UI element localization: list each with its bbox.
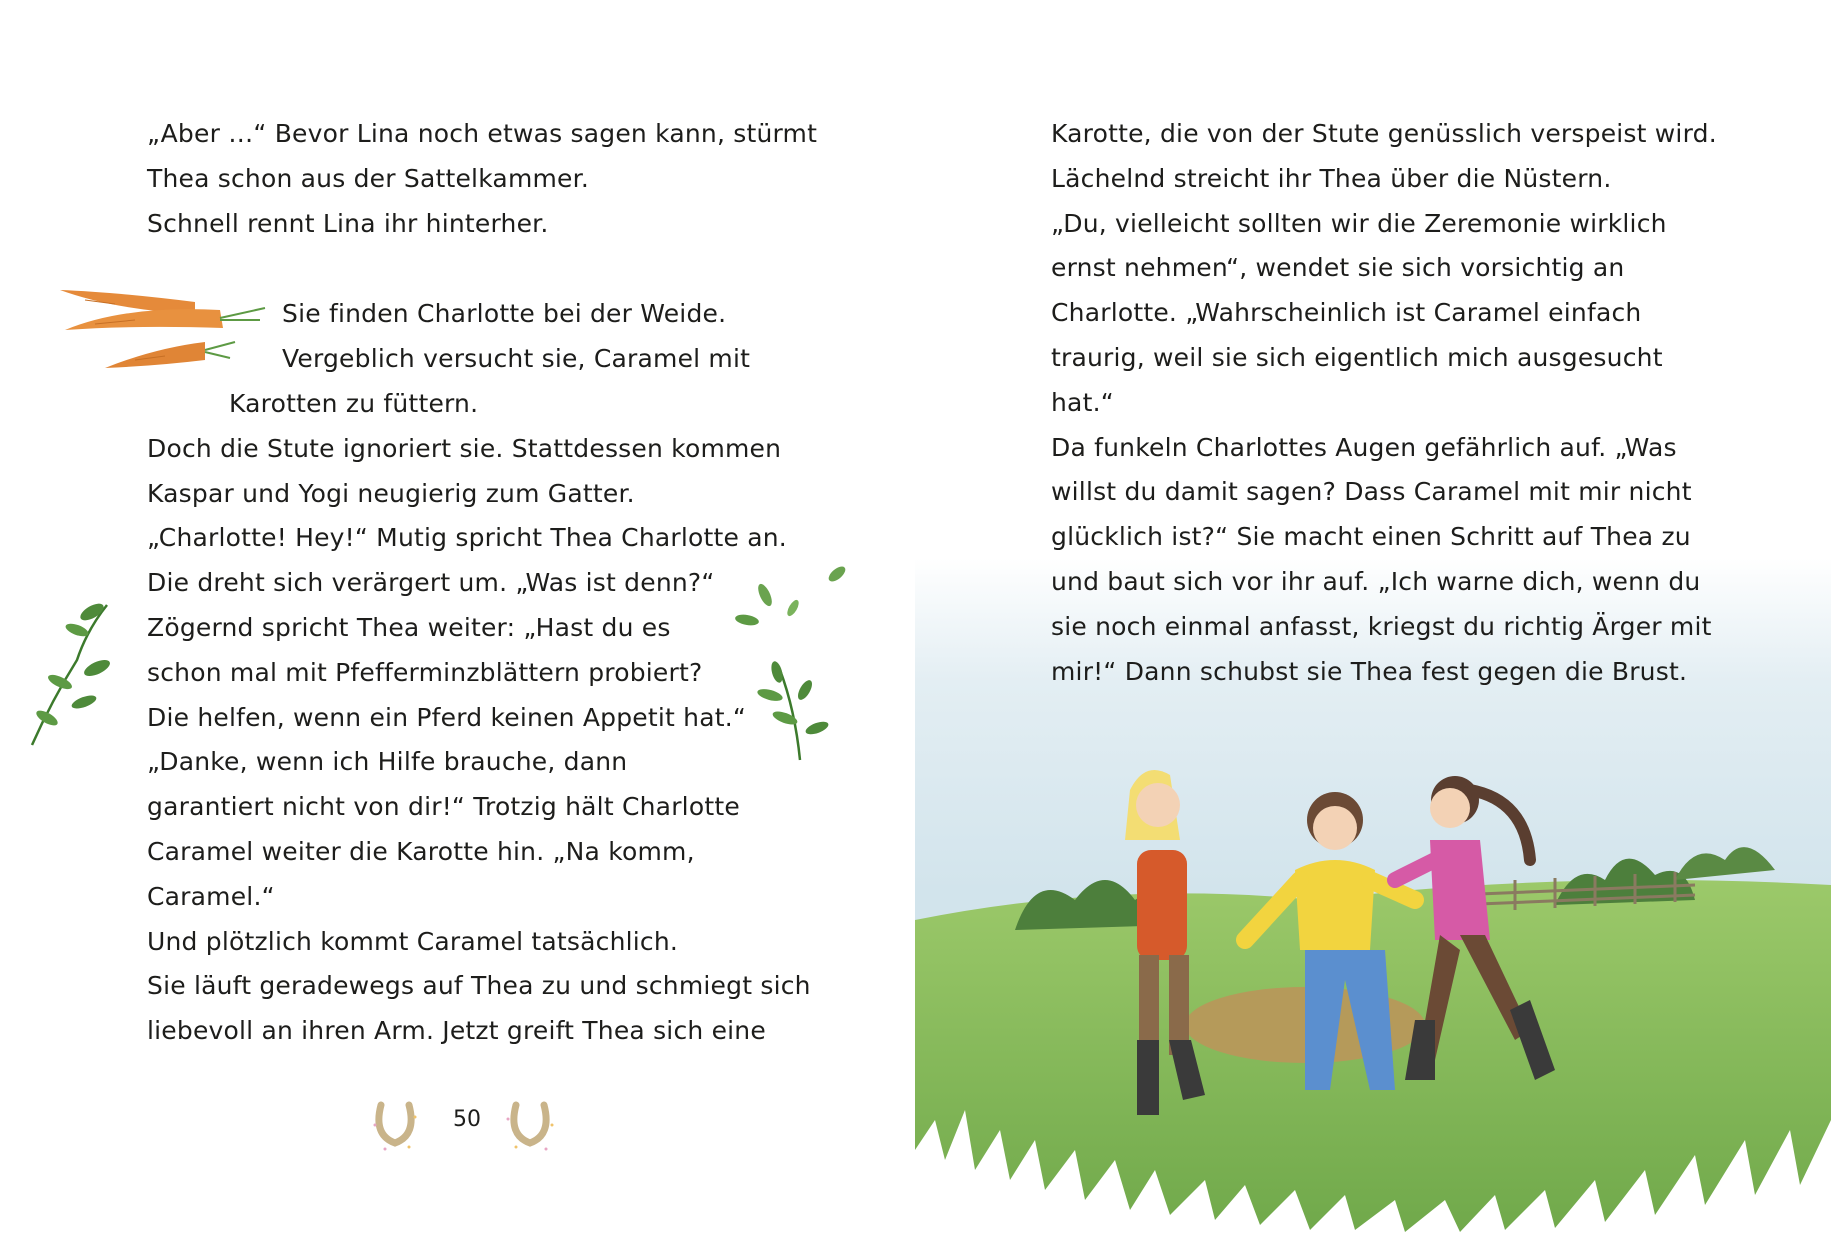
text-line: Caramel weiter die Karotte hin. „Na komm,	[147, 836, 695, 866]
text-line: Doch die Stute ignoriert sie. Stattdessen kommen	[147, 433, 782, 463]
text-line: Kaspar und Yogi neugierig zum Gatter.	[147, 478, 635, 508]
text-line: Da funkeln Charlottes Augen gefährlich auf. „Was	[1051, 432, 1677, 462]
text-line: schon mal mit Pfefferminzblättern probiert?	[147, 657, 703, 687]
text-line: Lächelnd streicht ihr Thea über die Nüstern.	[1051, 163, 1612, 193]
page-number: 50	[453, 1107, 481, 1132]
text-line: Sie läuft geradewegs auf Thea zu und schmiegt sich	[147, 971, 811, 1001]
left-page	[0, 0, 915, 1240]
text-line: Charlotte. „Wahrscheinlich ist Caramel einfach	[1051, 298, 1642, 328]
text-line: „Charlotte! Hey!“ Mutig spricht Thea Charlotte an.	[147, 523, 787, 553]
text-line: hat.“	[1051, 387, 1114, 417]
text-line: mir!“ Dann schubst sie Thea fest gegen die Brust.	[1051, 656, 1688, 686]
text-line: Karotten zu füttern.	[229, 388, 479, 418]
text-line: „Danke, wenn ich Hilfe brauche, dann	[147, 747, 628, 777]
horseshoe-icon	[500, 1095, 560, 1155]
mint-sprig-icon	[22, 590, 122, 750]
text-line: sie noch einmal anfasst, kriegst du richtig Ärger mit	[1051, 611, 1712, 641]
text-line: „Aber …“ Bevor Lina noch etwas sagen kann, stürmt	[147, 119, 818, 148]
text-line: ernst nehmen“, wendet sie sich vorsichtig an	[1051, 253, 1625, 283]
text-line: liebevoll an ihren Arm. Jetzt greift Thea sich eine	[147, 1016, 766, 1046]
page-footer	[365, 1095, 565, 1165]
text-line: und baut sich vor ihr auf. „Ich warne dich, wenn du	[1051, 566, 1701, 596]
text-line: Karotte, die von der Stute genüsslich verspeist wird.	[1051, 119, 1717, 148]
text-line: willst du damit sagen? Dass Caramel mit mir nicht	[1051, 477, 1692, 507]
right-page-text	[1051, 112, 1717, 694]
text-line: Thea schon aus der Sattelkammer.	[147, 163, 589, 193]
text-line: Sie finden Charlotte bei der Weide.	[282, 299, 727, 329]
text-line: Die dreht sich verärgert um. „Was ist denn?“	[147, 568, 715, 598]
text-line: traurig, weil sie sich eigentlich mich ausgesucht	[1051, 342, 1663, 372]
text-line: Zögernd spricht Thea weiter: „Hast du es	[147, 612, 671, 642]
text-line: Caramel.“	[147, 881, 275, 911]
left-page-text	[147, 112, 817, 1054]
text-line: Und plötzlich kommt Caramel tatsächlich.	[147, 926, 679, 956]
text-line: garantiert nicht von dir!“ Trotzig hält Charlotte	[147, 792, 740, 822]
right-page	[915, 0, 1831, 1240]
text-line: Vergeblich versucht sie, Caramel mit	[282, 344, 751, 374]
text-line: Die helfen, wenn ein Pferd keinen Appetit hat.“	[147, 702, 747, 732]
text-line: „Du, vielleicht sollten wir die Zeremonie wirklich	[1051, 208, 1667, 238]
text-line: Schnell rennt Lina ihr hinterher.	[147, 208, 549, 238]
horseshoe-icon	[365, 1095, 425, 1155]
text-line: glücklich ist?“ Sie macht einen Schritt auf Thea zu	[1051, 522, 1691, 552]
